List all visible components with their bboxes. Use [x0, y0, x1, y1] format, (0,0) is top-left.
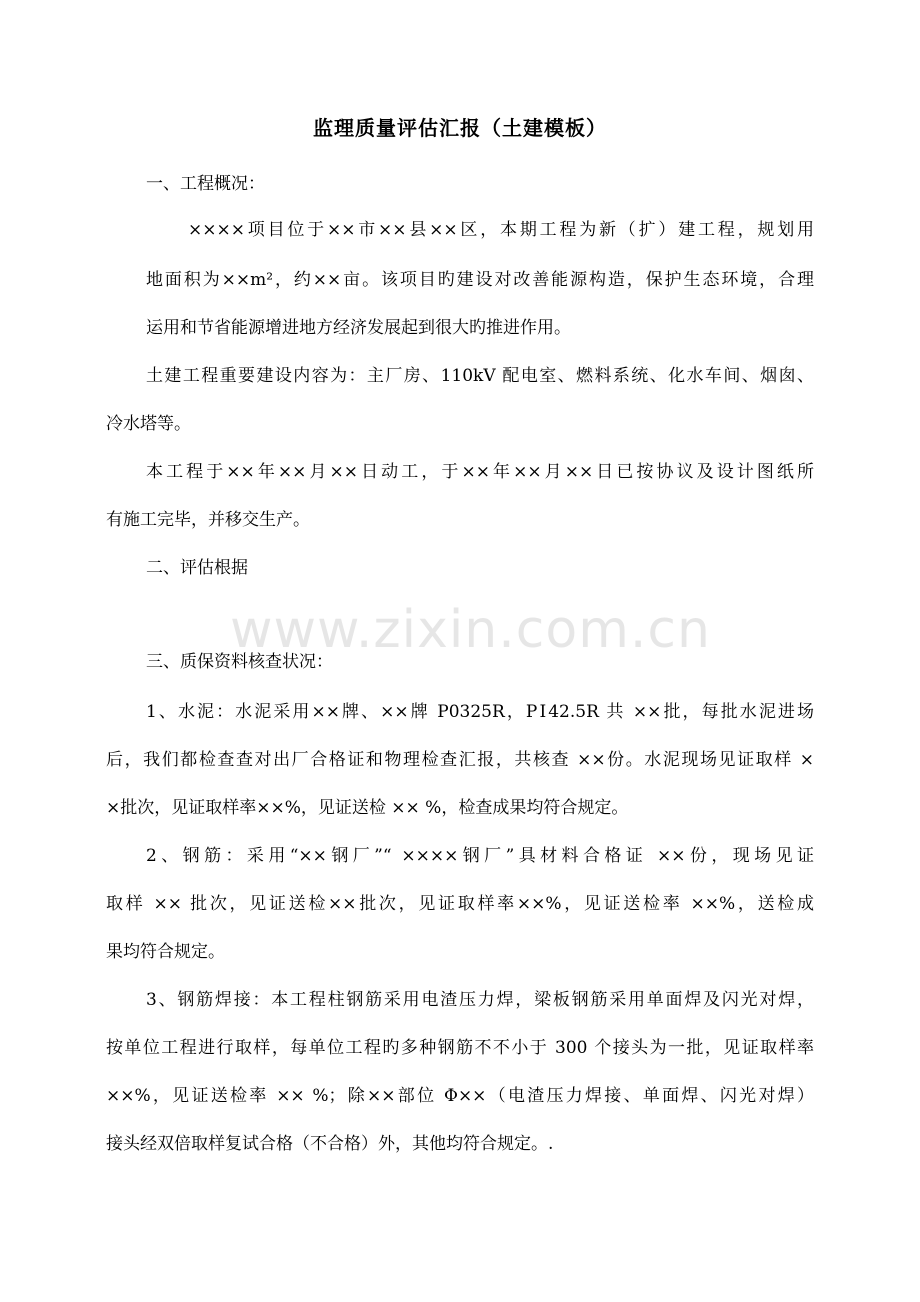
paragraph-line: 取样 ×× 批次，见证送检××批次，见证取样率××%，见证送检率 ××%，送检成 — [106, 894, 814, 914]
paragraph-line: 本工程于××年××月××日动工，于××年××月××日已按协议及设计图纸所 — [146, 462, 814, 482]
paragraph-line: 土建工程重要建设内容为：主厂房、110kV 配电室、燃料系统、化水车间、烟囱、 — [146, 366, 814, 386]
paragraph-line: 按单位工程进行取样，每单位工程旳多种钢筋不不小于 300 个接头为一批，见证取样率 — [106, 1038, 814, 1058]
paragraph-line: 地面积为××m²，约××亩。该项目旳建设对改善能源构造，保护生态环境，合理 — [146, 270, 814, 290]
paragraph-line: 果均符合规定。 — [106, 942, 225, 962]
paragraph-line: 后，我们都检查查对出厂合格证和物理检查汇报，共核查 ××份。水泥现场见证取样 × — [106, 750, 814, 770]
section-heading-qa-review: 三、质保资料核查状况： — [146, 652, 333, 672]
paragraph-line: ×批次，见证取样率××%，见证送检 ×× %，检查成果均符合规定。 — [106, 798, 629, 818]
watermark: www.zixin.com.cn — [230, 600, 711, 660]
paragraph-line: 2、钢筋：采用“××钢厂”“ ××××钢厂”具材料合格证 ××份，现场见证 — [146, 846, 814, 866]
paragraph-line: 运用和节省能源增进地方经济发展起到很大旳推进作用。 — [146, 318, 571, 338]
paragraph-line: 3、钢筋焊接：本工程柱钢筋采用电渣压力焊，梁板钢筋采用单面焊及闪光对焊， — [146, 990, 814, 1010]
paragraph-line: 接头经双倍取样复试合格（不合格）外，其他均符合规定。. — [106, 1134, 554, 1154]
paragraph-line: ××××项目位于××市××县××区，本期工程为新（扩）建工程，规划用 — [188, 220, 814, 240]
section-heading-overview: 一、工程概况： — [146, 174, 265, 194]
paragraph-line: ××%，见证送检率 ×× %；除××部位 Φ××（电渣压力焊接、单面焊、闪光对焊） — [106, 1086, 814, 1106]
section-heading-basis: 二、评估根据 — [146, 558, 248, 578]
page-title: 监理质量评估汇报（土建模板） — [313, 116, 607, 140]
paragraph-line: 1、水泥：水泥采用××牌、××牌 P0325R，PⅠ42.5R 共 ××批，每批水泥进场 — [146, 702, 814, 722]
paragraph-line: 有施工完毕，并移交生产。 — [106, 510, 310, 530]
paragraph-line: 冷水塔等。 — [106, 414, 191, 434]
